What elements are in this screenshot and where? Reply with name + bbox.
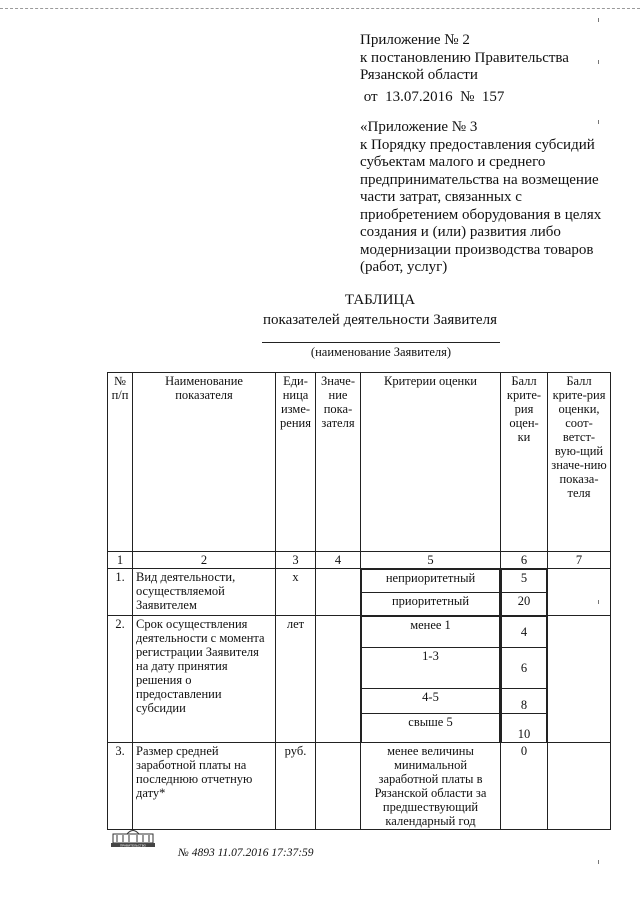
scan-mark <box>598 60 599 64</box>
criterion: неприоритетный <box>362 570 500 593</box>
appendix-line: к Порядку предоставления субсидий <box>360 136 595 153</box>
appendix-line: от 13.07.2016 № 157 <box>360 88 505 105</box>
criterion: свыше 5 <box>362 714 500 743</box>
table-title: ТАБЛИЦА <box>344 292 416 308</box>
header-score-value: Балл крите-рия оценки, соот-ветст-вую-щий значе-нию показа-теля <box>548 373 611 552</box>
table-subtitle: показателей деятельности Заявителя <box>263 312 497 328</box>
row-scores <box>501 569 548 616</box>
appendix-line: Приложение № 2 <box>360 32 470 48</box>
criterion: приоритетный <box>362 593 500 616</box>
row-num: 3. <box>108 743 133 830</box>
score: 0 <box>501 743 548 830</box>
applicant-blank-line <box>262 342 500 343</box>
header-score: Балл крите-рия оцен-ки <box>501 373 548 552</box>
row-score-value <box>548 616 611 743</box>
column-number: 4 <box>316 552 361 569</box>
column-number: 1 <box>108 552 133 569</box>
score: 10 <box>502 714 547 743</box>
table-header-row <box>108 373 611 552</box>
appendix-line: приобретением оборудования в целях <box>360 206 602 223</box>
appendix-line: модернизации производства товаров <box>360 241 594 258</box>
column-number: 5 <box>361 552 501 569</box>
column-number: 2 <box>133 552 276 569</box>
row-unit: лет <box>276 616 316 743</box>
row-num: 2. <box>108 616 133 743</box>
criterion: 1-3 <box>362 648 500 689</box>
row-value <box>316 569 361 616</box>
column-number: 3 <box>276 552 316 569</box>
score: 8 <box>502 689 547 714</box>
row-score-value <box>548 569 611 616</box>
header-value: Значе-ние пока-зателя <box>316 373 361 552</box>
appendix-line: Рязанской области <box>360 67 478 83</box>
header-name: Наименование показателя <box>133 373 276 552</box>
scan-mark <box>598 120 599 124</box>
row-criteria <box>361 616 501 743</box>
criterion: менее величины минимальной заработной платы в Рязанской области за предшествующий календарный год <box>361 743 501 830</box>
row-unit: руб. <box>276 743 316 830</box>
row-score-value <box>548 743 611 830</box>
row-value <box>316 743 361 830</box>
header-num: № п/п <box>108 373 133 552</box>
appendix-line: субъектам малого и среднего <box>360 154 546 170</box>
table-row <box>108 616 611 743</box>
indicators-table <box>107 372 611 830</box>
header-criteria: Критерии оценки <box>361 373 501 552</box>
applicant-caption: (наименование Заявителя) <box>310 345 452 359</box>
header-unit: Еди-ница изме-рения <box>276 373 316 552</box>
criterion: менее 1 <box>362 617 500 648</box>
score: 4 <box>502 617 547 648</box>
appendix-line: части затрат, связанных с <box>360 189 522 205</box>
column-number: 7 <box>548 552 611 569</box>
logo-text: ПРАВИТЕЛЬСТВО <box>120 843 146 848</box>
row-name: Размер средней заработной платы на последнюю отчетную дату* <box>133 743 276 830</box>
scan-mark <box>598 18 599 22</box>
row-unit: х <box>276 569 316 616</box>
row-name: Вид деятельности, осуществляемой Заявителем <box>133 569 276 616</box>
row-value <box>316 616 361 743</box>
scan-mark <box>598 860 599 864</box>
table-row <box>108 569 611 616</box>
appendix-line: (работ, услуг) <box>360 259 448 275</box>
government-building-logo <box>107 826 159 848</box>
row-name: Срок осуществления деятельности с момента регистрации Заявителя на дату принятия решения о предоставлении субсидии <box>133 616 276 743</box>
appendix-line: к постановлению Правительства <box>360 49 569 66</box>
score: 6 <box>502 648 547 689</box>
score: 5 <box>502 570 547 593</box>
scan-border-line <box>0 8 640 9</box>
row-num: 1. <box>108 569 133 616</box>
row-criteria <box>361 569 501 616</box>
row-scores <box>501 616 548 743</box>
appendix-block <box>360 32 610 277</box>
score: 20 <box>502 593 547 616</box>
criterion: 4-5 <box>362 689 500 714</box>
appendix-line: создания и (или) развития либо <box>360 224 561 240</box>
appendix-line: «Приложение № 3 <box>360 119 478 135</box>
column-number-row <box>108 552 611 569</box>
scan-mark <box>598 600 599 604</box>
appendix-line: предпринимательства на возмещение <box>360 171 599 188</box>
document-registration-number: № 4893 11.07.2016 17:37:59 <box>178 847 314 859</box>
table-row <box>108 743 611 830</box>
column-number: 6 <box>501 552 548 569</box>
